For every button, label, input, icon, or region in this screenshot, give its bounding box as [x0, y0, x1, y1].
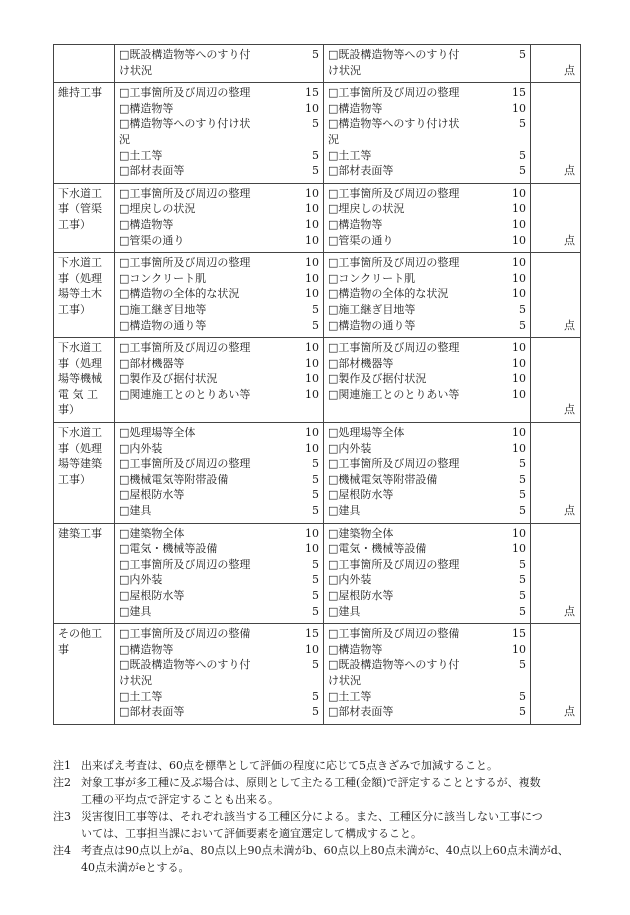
checklist-item-points: 5	[519, 148, 526, 162]
revised-items-cell	[324, 624, 531, 725]
checklist-item-label: □部材表面等	[328, 164, 394, 178]
checklist-item	[119, 148, 319, 164]
checklist-item-label: □屋根防水等	[119, 488, 185, 502]
checklist-item	[328, 286, 526, 302]
checklist-item-label: □部材表面等	[119, 705, 185, 719]
checklist-item-label: □建具	[328, 604, 361, 618]
checklist-item	[328, 472, 526, 488]
checklist-item-points: 5	[519, 457, 526, 471]
checklist-item-label: □機械電気等附帯設備	[119, 472, 229, 486]
checklist-item	[328, 503, 526, 519]
checklist-item-label: □工事箇所及び周辺の整理	[328, 186, 460, 200]
checklist-item-label: □工事箇所及び周辺の整理	[119, 86, 251, 100]
checklist-item	[328, 163, 526, 179]
work-category-label: 場等建築	[58, 457, 102, 471]
checklist-item-points: 10	[512, 526, 526, 540]
revised-items-cell	[324, 183, 531, 252]
checklist-item	[119, 657, 319, 688]
checklist-item-points: 5	[312, 589, 319, 602]
checklist-item	[328, 704, 526, 720]
checklist-item-label: □建具	[328, 504, 361, 518]
note-text: 災害復旧工事等は、それぞれ該当する工種区分による。また、工種区分に該当しない工事につ いては、工事担当課において評価要素を適宜選定して構成すること。	[81, 810, 543, 840]
work-category-label: 事（管渠	[58, 202, 102, 216]
revised-items-cell	[324, 523, 531, 624]
current-items-cell	[115, 338, 324, 423]
checklist-item	[328, 186, 526, 202]
current-items-cell	[115, 183, 324, 252]
checklist-item-points: 5	[312, 457, 319, 471]
checklist-item-points: 5	[312, 689, 319, 703]
checklist-item-points: 10	[305, 233, 319, 247]
checklist-item-label: □屋根防水等	[328, 488, 394, 502]
checklist-item-points: 5	[312, 557, 319, 571]
checklist-item-points: 5	[519, 658, 526, 672]
checklist-item-points: 5	[519, 557, 526, 571]
checklist-item-points: 5	[312, 472, 319, 486]
checklist-item	[119, 425, 319, 441]
current-items-cell	[115, 45, 324, 83]
checklist-item-points: 10	[512, 642, 526, 656]
checklist-item-label: □処理場等全体	[119, 426, 196, 440]
checklist-item-label: □構造物等へのすり付け状 況	[119, 117, 251, 146]
score-cell	[531, 423, 581, 524]
checklist-item-label: □既設構造物等へのすり付 け状況	[119, 48, 251, 77]
checklist-item-label: □管渠の通り	[119, 233, 185, 247]
checklist-item-points: 10	[512, 356, 526, 370]
checklist-item-label: □内外装	[328, 573, 372, 587]
note-label: 注4	[53, 844, 71, 857]
checklist-item-points: 15	[512, 86, 526, 100]
checklist-item-label: □既設構造物等へのすり付 け状況	[328, 658, 460, 687]
checklist-item-label: □土工等	[119, 148, 163, 162]
work-category-label: 事（処理	[58, 356, 102, 370]
checklist-item-label: □部材機器等	[328, 356, 394, 370]
checklist-item-points: 5	[312, 302, 319, 316]
checklist-item-points: 10	[512, 287, 526, 301]
checklist-item	[328, 626, 526, 642]
work-category-cell	[54, 183, 115, 252]
work-category-cell	[54, 523, 115, 624]
checklist-item	[328, 318, 526, 334]
checklist-item-label: □部材表面等	[119, 164, 185, 178]
table-row	[54, 45, 581, 83]
checklist-item	[119, 286, 319, 302]
checklist-item-points: 10	[305, 271, 319, 285]
checklist-item	[119, 163, 319, 179]
checklist-item	[328, 371, 526, 387]
score-unit-label: 点	[564, 63, 575, 77]
checklist-item-label: □構造物等	[119, 217, 174, 231]
checklist-item-points: 5	[312, 164, 319, 178]
checklist-item-label: □コンクリート肌	[119, 271, 207, 285]
checklist-item-label: □工事箇所及び周辺の整理	[119, 256, 251, 270]
checklist-item	[328, 148, 526, 164]
checklist-item-label: □施工継ぎ目地等	[119, 302, 207, 316]
checklist-item	[119, 572, 319, 588]
checklist-item	[328, 356, 526, 372]
checklist-item	[119, 503, 319, 519]
table-row	[54, 183, 581, 252]
work-category-label: 下水道工	[58, 341, 102, 355]
checklist-item	[328, 541, 526, 557]
score-unit-label: 点	[564, 604, 575, 618]
checklist-item-points: 5	[312, 604, 319, 618]
checklist-item	[328, 526, 526, 542]
score-unit-label: 点	[564, 504, 575, 518]
checklist-item	[328, 456, 526, 472]
checklist-item-points: 10	[512, 233, 526, 247]
table-row	[54, 83, 581, 184]
checklist-item-label: □内外装	[119, 573, 163, 587]
checklist-item	[119, 704, 319, 720]
checklist-item-label: □部材表面等	[328, 705, 394, 719]
note-label: 注2	[53, 776, 71, 789]
checklist-item-label: □製作及び据付状況	[328, 372, 427, 386]
checklist-item-label: □電気・機械等設備	[119, 542, 218, 556]
checklist-item-label: □構造物等	[119, 101, 174, 115]
checklist-item	[119, 101, 319, 117]
checklist-item-label: □関連施工とのとりあい等	[328, 387, 460, 401]
table-row	[54, 338, 581, 423]
checklist-item-label: □施工継ぎ目地等	[328, 302, 416, 316]
checklist-item-points: 5	[312, 48, 319, 61]
checklist-item	[119, 302, 319, 318]
work-category-label: 事	[58, 642, 69, 656]
checklist-item-label: □工事箇所及び周辺の整備	[119, 627, 251, 641]
work-category-cell	[54, 624, 115, 725]
checklist-item	[328, 116, 526, 147]
checklist-item-label: □電気・機械等設備	[328, 542, 427, 556]
checklist-item-label: □工事箇所及び周辺の整理	[328, 86, 460, 100]
checklist-item-label: □工事箇所及び周辺の整理	[328, 557, 460, 571]
table-row	[54, 624, 581, 725]
checklist-item-label: □構造物等	[328, 642, 383, 656]
checklist-item	[119, 541, 319, 557]
work-category-label: 工事）	[58, 302, 91, 316]
work-category-label: 事（処理	[58, 271, 102, 285]
current-items-cell	[115, 523, 324, 624]
checklist-item-points: 5	[312, 117, 319, 131]
checklist-item-label: □屋根防水等	[328, 589, 394, 602]
checklist-item	[328, 271, 526, 287]
checklist-item-points: 5	[312, 504, 319, 518]
evaluation-table	[53, 44, 581, 725]
checklist-item-label: □コンクリート肌	[328, 271, 416, 285]
note-text: 出来ばえ考査は、60点を標準として評価の程度に応じて5点きざみで加減すること。	[81, 759, 498, 772]
checklist-item	[328, 387, 526, 403]
checklist-item-points: 10	[512, 186, 526, 200]
revised-items-cell	[324, 45, 531, 83]
checklist-item-points: 5	[519, 164, 526, 178]
checklist-item-label: □土工等	[328, 148, 372, 162]
checklist-item	[119, 116, 319, 147]
checklist-item-points: 5	[519, 705, 526, 719]
checklist-item-label: □工事箇所及び周辺の整理	[119, 341, 251, 355]
work-category-cell	[54, 45, 115, 83]
score-unit-label: 点	[564, 318, 575, 332]
checklist-item-points: 5	[519, 604, 526, 618]
checklist-item-label: □工事箇所及び周辺の整理	[328, 256, 460, 270]
checklist-item	[328, 487, 526, 503]
checklist-item	[328, 255, 526, 271]
work-category-label: 下水道工	[58, 186, 102, 200]
checklist-item-label: □工事箇所及び周辺の整理	[119, 557, 251, 571]
score-unit-label: 点	[564, 164, 575, 178]
note-text: 考査点は90点以上がa、80点以上90点未満がb、60点以上80点未満がc、40点以上60点未満がd、 40点未満がeとする。	[81, 844, 569, 874]
score-cell	[531, 624, 581, 725]
current-items-cell	[115, 624, 324, 725]
score-unit-label: 点	[564, 705, 575, 719]
checklist-item-points: 10	[305, 642, 319, 656]
note-item	[53, 842, 593, 876]
checklist-item-label: □機械電気等附帯設備	[328, 472, 438, 486]
checklist-item-points: 5	[519, 302, 526, 316]
evaluation-table-body	[54, 45, 581, 725]
checklist-item-label: □建具	[119, 504, 152, 518]
checklist-item-points: 10	[305, 101, 319, 115]
checklist-item	[119, 588, 319, 604]
work-category-label: その他工	[58, 627, 102, 641]
checklist-item-points: 15	[512, 627, 526, 641]
checklist-item	[328, 302, 526, 318]
checklist-item	[119, 642, 319, 658]
checklist-item	[119, 526, 319, 542]
checklist-item	[119, 456, 319, 472]
current-items-cell	[115, 253, 324, 338]
work-category-label: 工事）	[58, 472, 91, 486]
checklist-item-points: 5	[519, 504, 526, 518]
checklist-item	[328, 604, 526, 620]
checklist-item	[328, 85, 526, 101]
work-category-label: 事）	[58, 403, 80, 417]
work-category-label: 下水道工	[58, 256, 102, 270]
revised-items-cell	[324, 253, 531, 338]
checklist-item-points: 10	[305, 372, 319, 386]
work-category-cell	[54, 253, 115, 338]
checklist-item-points: 10	[305, 441, 319, 455]
note-item	[53, 808, 593, 842]
revised-items-cell	[324, 423, 531, 524]
checklist-item-label: □埋戻しの状況	[328, 202, 405, 216]
checklist-item-label: □構造物等	[119, 642, 174, 656]
checklist-item-label: □土工等	[119, 689, 163, 703]
checklist-item-points: 10	[512, 217, 526, 231]
checklist-item	[119, 441, 319, 457]
checklist-item	[328, 441, 526, 457]
score-cell	[531, 338, 581, 423]
work-category-label: 建築工事	[58, 526, 102, 540]
checklist-item	[328, 425, 526, 441]
work-category-cell	[54, 83, 115, 184]
checklist-item-points: 15	[305, 627, 319, 641]
current-items-cell	[115, 423, 324, 524]
revised-items-cell	[324, 338, 531, 423]
checklist-item-points: 10	[512, 256, 526, 270]
checklist-item	[119, 318, 319, 334]
checklist-item	[119, 472, 319, 488]
checklist-item-label: □土工等	[328, 689, 372, 703]
work-category-cell	[54, 338, 115, 423]
work-category-cell	[54, 423, 115, 524]
checklist-item	[119, 487, 319, 503]
work-category-label: 工事）	[58, 217, 91, 231]
score-cell	[531, 523, 581, 624]
checklist-item-label: □埋戻しの状況	[119, 202, 196, 216]
work-category-label: 維持工事	[58, 86, 102, 100]
notes-section	[53, 757, 593, 876]
table-row	[54, 523, 581, 624]
checklist-item-points: 5	[519, 48, 526, 61]
checklist-item-label: □既設構造物等へのすり付 け状況	[119, 658, 251, 687]
checklist-item-label: □部材機器等	[119, 356, 185, 370]
current-items-cell	[115, 83, 324, 184]
checklist-item-label: □構造物の全体的な状況	[119, 287, 240, 301]
checklist-item-points: 10	[305, 256, 319, 270]
checklist-item	[328, 47, 526, 78]
checklist-item-label: □内外装	[119, 441, 163, 455]
checklist-item-label: □製作及び据付状況	[119, 372, 218, 386]
checklist-item	[328, 572, 526, 588]
checklist-item	[328, 588, 526, 604]
checklist-item-label: □構造物等	[328, 101, 383, 115]
note-text: 対象工事が多工種に及ぶ場合は、原則として主たる工種(金額)で評定することとするが、複数 工種の平均点で評定することも出来る。	[81, 776, 541, 806]
checklist-item-points: 5	[519, 589, 526, 602]
checklist-item-points: 10	[512, 202, 526, 216]
checklist-item-label: □構造物の通り等	[328, 318, 416, 332]
checklist-item-points: 5	[519, 472, 526, 486]
checklist-item-points: 10	[512, 341, 526, 355]
score-unit-label: 点	[564, 403, 575, 417]
checklist-item-points: 5	[519, 318, 526, 332]
checklist-item-label: □構造物の全体的な状況	[328, 287, 449, 301]
table-row	[54, 253, 581, 338]
checklist-item-label: □工事箇所及び周辺の整理	[119, 457, 251, 471]
checklist-item-label: □構造物の通り等	[119, 318, 207, 332]
checklist-item	[328, 642, 526, 658]
checklist-item	[119, 186, 319, 202]
checklist-item-label: □建築物全体	[328, 526, 394, 540]
score-cell	[531, 253, 581, 338]
checklist-item-points: 5	[312, 658, 319, 672]
checklist-item-label: □既設構造物等へのすり付 け状況	[328, 48, 460, 77]
note-label: 注1	[53, 759, 71, 772]
checklist-item	[119, 604, 319, 620]
checklist-item	[119, 387, 319, 403]
checklist-item	[119, 201, 319, 217]
score-unit-label: 点	[564, 233, 575, 247]
checklist-item	[328, 657, 526, 688]
checklist-item-points: 5	[519, 488, 526, 502]
checklist-item-label: □工事箇所及び周辺の整理	[328, 341, 460, 355]
checklist-item	[119, 85, 319, 101]
checklist-item	[119, 233, 319, 249]
checklist-item	[328, 201, 526, 217]
revised-items-cell	[324, 83, 531, 184]
checklist-item-points: 10	[512, 387, 526, 401]
checklist-item-label: □関連施工とのとりあい等	[119, 387, 251, 401]
checklist-item-label: □建築物全体	[119, 526, 185, 540]
checklist-item-points: 10	[512, 542, 526, 556]
checklist-item	[119, 689, 319, 705]
checklist-item-points: 5	[312, 148, 319, 162]
checklist-item	[119, 557, 319, 573]
checklist-item-label: □内外装	[328, 441, 372, 455]
checklist-item-points: 10	[305, 287, 319, 301]
checklist-item	[119, 340, 319, 356]
work-category-label: 場等土木	[58, 287, 102, 301]
checklist-item-points: 10	[512, 426, 526, 440]
checklist-item-label: □処理場等全体	[328, 426, 405, 440]
checklist-item	[119, 255, 319, 271]
table-row	[54, 423, 581, 524]
checklist-item-points: 5	[519, 689, 526, 703]
work-category-label: 電 気 工	[58, 387, 98, 401]
checklist-item-label: □構造物等	[328, 217, 383, 231]
checklist-item	[119, 271, 319, 287]
checklist-item-points: 10	[305, 202, 319, 216]
checklist-item	[119, 371, 319, 387]
checklist-item	[328, 340, 526, 356]
checklist-item-points: 10	[305, 526, 319, 540]
checklist-item	[328, 217, 526, 233]
checklist-item-points: 10	[305, 186, 319, 200]
checklist-item-points: 5	[312, 488, 319, 502]
checklist-item-label: □工事箇所及び周辺の整理	[328, 457, 460, 471]
checklist-item	[328, 233, 526, 249]
checklist-item	[119, 356, 319, 372]
checklist-item-points: 15	[305, 86, 319, 100]
checklist-item-points: 10	[512, 101, 526, 115]
checklist-item-label: □管渠の通り	[328, 233, 394, 247]
checklist-item-points: 10	[305, 341, 319, 355]
checklist-item-points: 5	[312, 705, 319, 719]
checklist-item-points: 10	[512, 441, 526, 455]
checklist-item-points: 10	[305, 542, 319, 556]
score-cell	[531, 83, 581, 184]
checklist-item-label: □構造物等へのすり付け状 況	[328, 117, 460, 146]
checklist-item-points: 10	[305, 387, 319, 401]
checklist-item-points: 5	[312, 318, 319, 332]
checklist-item-points: 5	[519, 573, 526, 587]
note-label: 注3	[53, 810, 71, 823]
score-cell	[531, 183, 581, 252]
checklist-item	[119, 217, 319, 233]
checklist-item-label: □屋根防水等	[119, 589, 185, 602]
checklist-item-points: 10	[305, 426, 319, 440]
checklist-item-label: □建具	[119, 604, 152, 618]
checklist-item-points: 5	[312, 573, 319, 587]
checklist-item-label: □工事箇所及び周辺の整理	[119, 186, 251, 200]
checklist-item	[328, 101, 526, 117]
checklist-item-label: □工事箇所及び周辺の整備	[328, 627, 460, 641]
work-category-label: 下水道工	[58, 426, 102, 440]
score-cell	[531, 45, 581, 83]
checklist-item-points: 10	[305, 217, 319, 231]
checklist-item	[328, 689, 526, 705]
work-category-label: 場等機械	[58, 372, 102, 386]
checklist-item-points: 10	[512, 372, 526, 386]
checklist-item-points: 10	[512, 271, 526, 285]
checklist-item-points: 10	[305, 356, 319, 370]
checklist-item-points: 5	[519, 117, 526, 131]
note-item	[53, 774, 593, 808]
work-category-label: 事（処理	[58, 441, 102, 455]
checklist-item	[328, 557, 526, 573]
checklist-item	[119, 47, 319, 78]
note-item	[53, 757, 593, 774]
checklist-item	[119, 626, 319, 642]
